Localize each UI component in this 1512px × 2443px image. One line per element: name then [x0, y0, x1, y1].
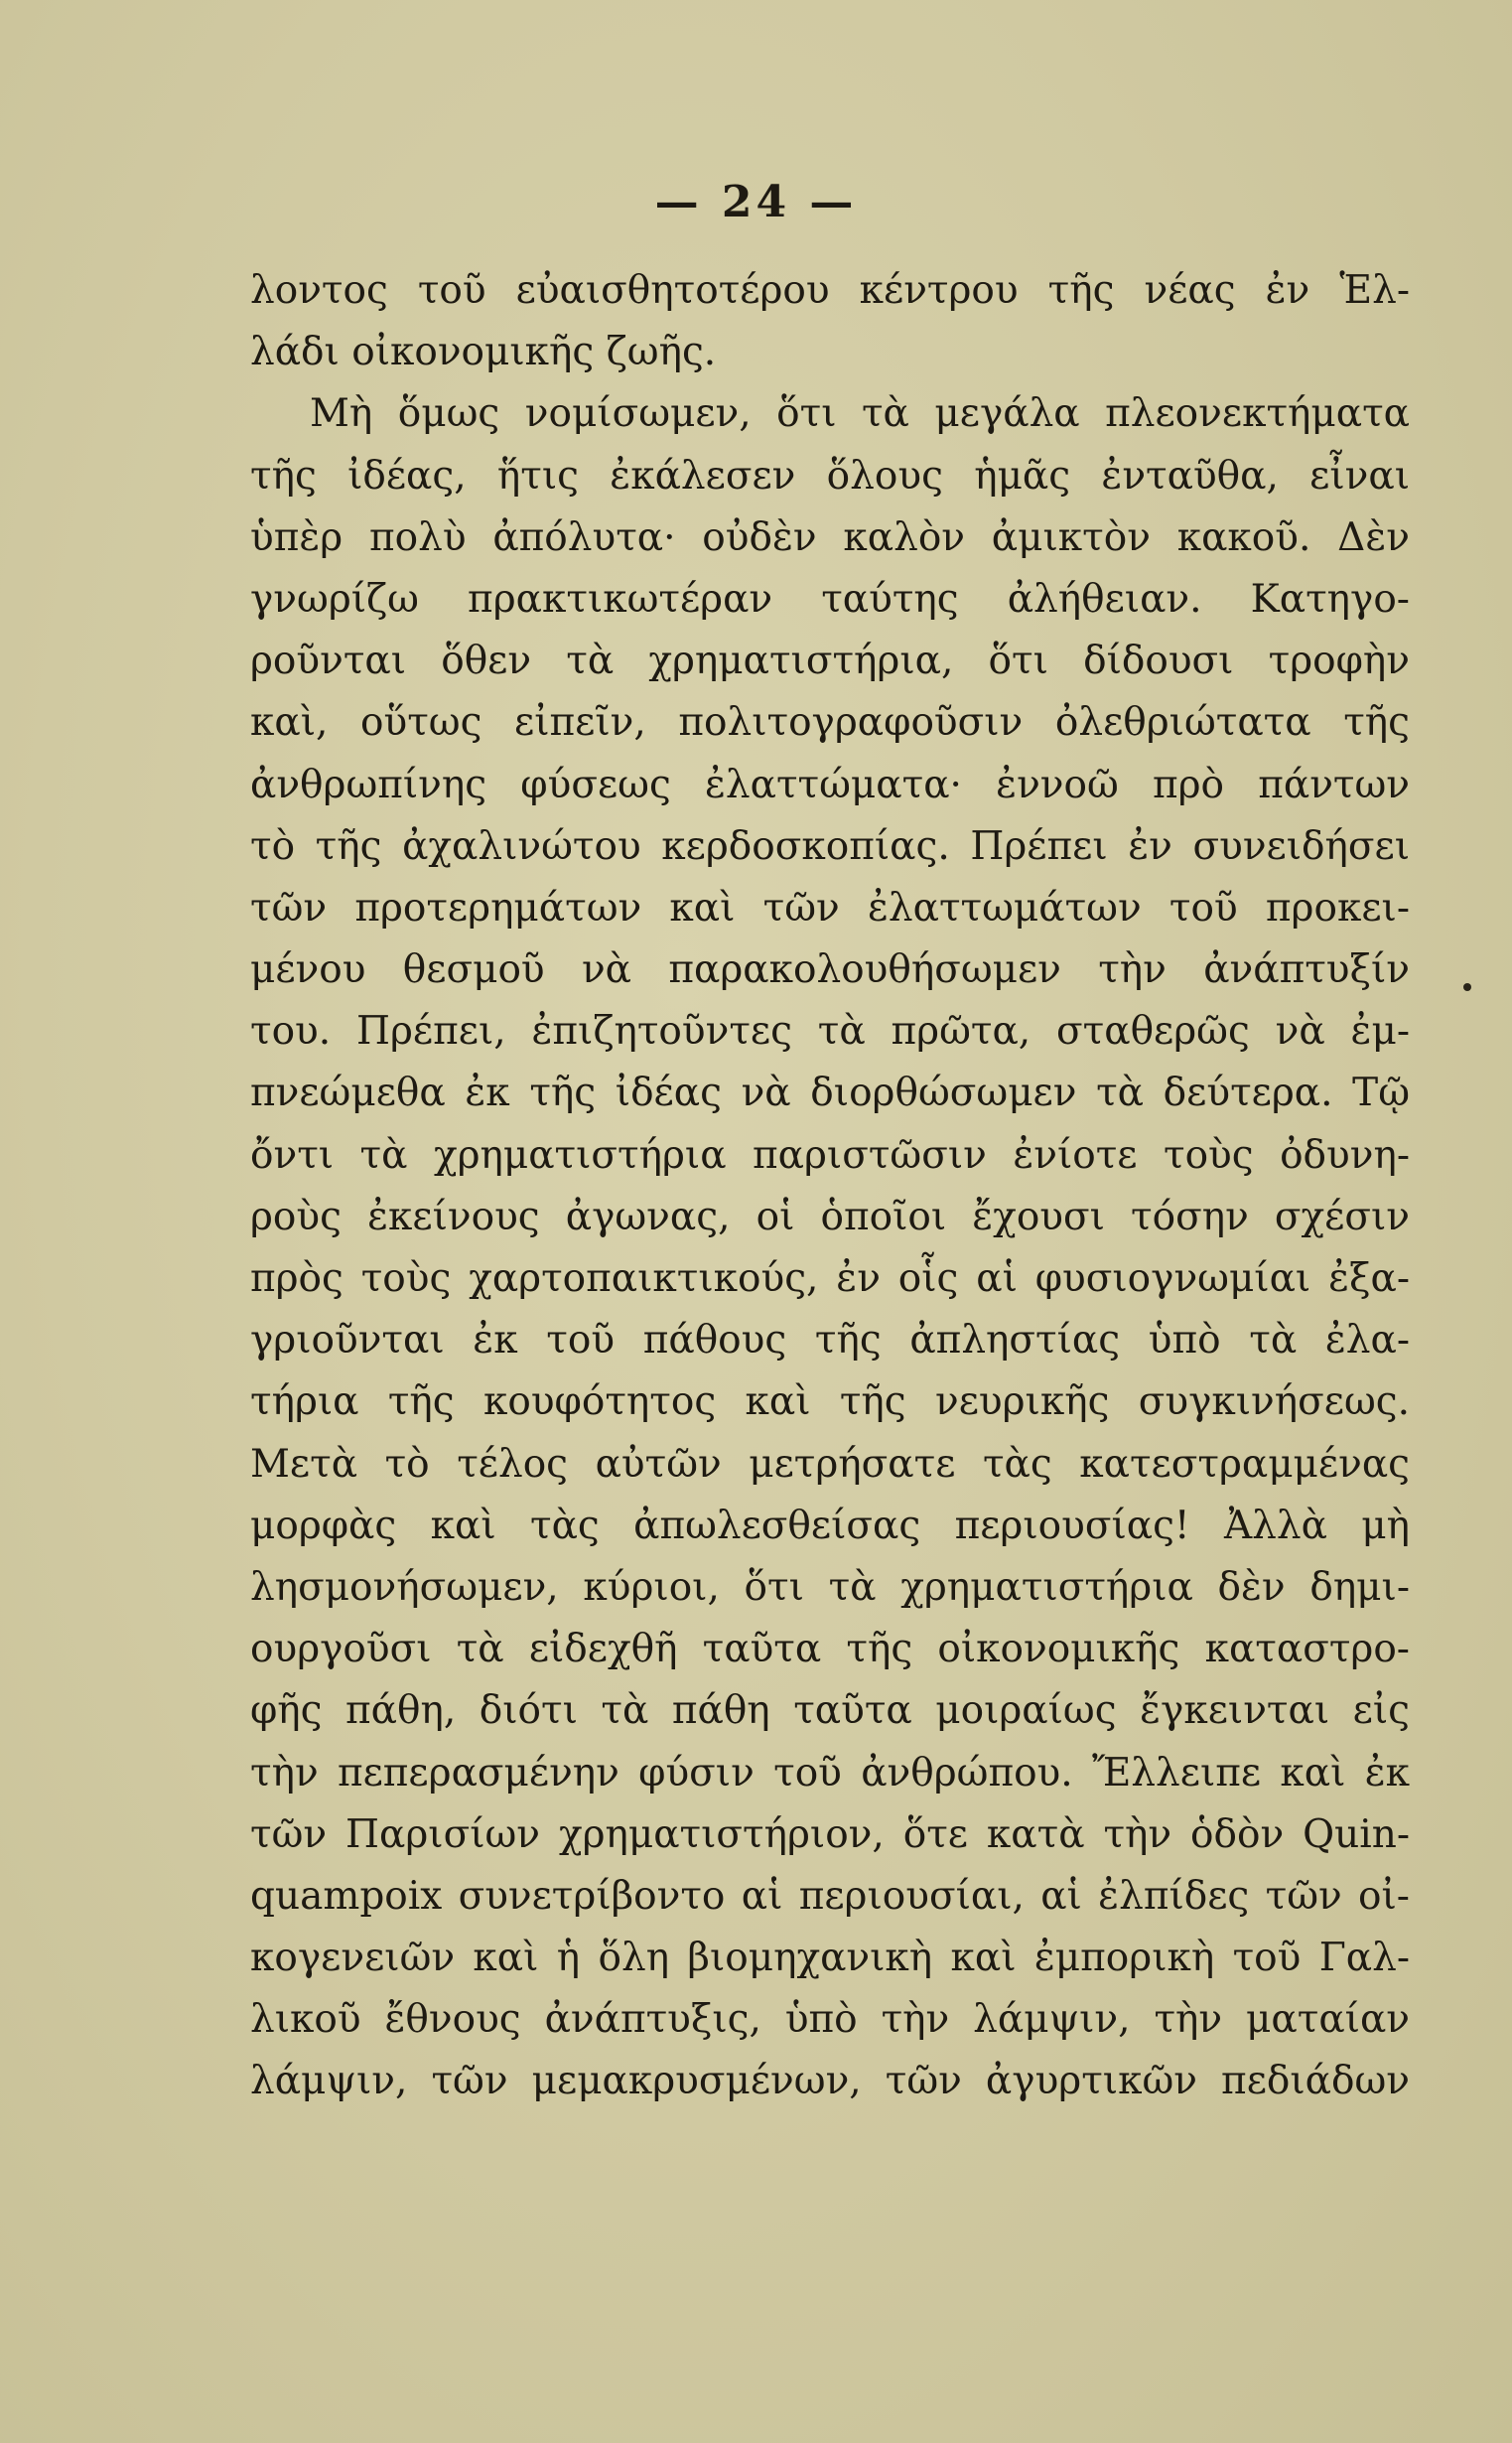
text-line: quampoix συνετρίβοντο αἱ περιουσίαι, αἱ ἐλπίδες τῶν οἰ- — [250, 1873, 1410, 1919]
text-line: τὸ τῆς ἀχαλινώτου κερδοσκοπίας. Πρέπει ἐν συνειδήσει — [250, 823, 1410, 869]
text-line: ὄντι τὰ χρηματιστήρια παριστῶσιν ἐνίοτε τοὺς ὀδυνη- — [250, 1132, 1410, 1178]
text-line: φῆς πάθη, διότι τὰ πάθη ταῦτα μοιραίως ἔγκεινται εἰς — [250, 1688, 1410, 1734]
text-line: λάδι οἰκονομικῆς ζωῆς. — [250, 330, 717, 375]
text-line: λικοῦ ἔθνους ἀνάπτυξις, ὑπὸ τὴν λάμψιν, τὴν ματαίαν — [250, 1997, 1410, 2043]
text-line: Μὴ ὅμως νομίσωμεν, ὅτι τὰ μεγάλα πλεονεκτήματα — [310, 391, 1410, 437]
text-line: ὑπὲρ πολὺ ἀπόλυτα· οὐδὲν καλὸν ἀμικτὸν κακοῦ. Δὲν — [250, 514, 1410, 560]
text-line: τῶν προτερημάτων καὶ τῶν ἐλαττωμάτων τοῦ προκει- — [250, 885, 1410, 931]
text-line: Μετὰ τὸ τέλος αὐτῶν μετρήσατε τὰς κατεστραμμένας — [250, 1441, 1410, 1487]
text-line: πρὸς τοὺς χαρτοπαικτικούς, ἐν οἷς αἱ φυσιογνωμίαι ἐξα- — [250, 1256, 1410, 1301]
body-text — [250, 260, 1410, 2113]
page-number: — 24 — — [654, 177, 858, 227]
text-line: τῶν Παρισίων χρηματιστήριον, ὅτε κατὰ τὴν ὁδὸν Quin- — [250, 1811, 1410, 1857]
text-line: μορφὰς καὶ τὰς ἀπωλεσθείσας περιουσίας! Ἀλλὰ μὴ — [250, 1503, 1410, 1548]
text-line: γνωρίζω πρακτικωτέραν ταύτης ἀλήθειαν. Κατηγο- — [250, 576, 1410, 622]
text-line: λοντος τοῦ εὐαισθητοτέρου κέντρου τῆς νέας ἐν Ἑλ- — [250, 268, 1410, 313]
text-line: καὶ, οὕτως εἰπεῖν, πολιτογραφοῦσιν ὀλεθριώτατα τῆς — [250, 700, 1410, 746]
text-line: τήρια τῆς κουφότητος καὶ τῆς νευρικῆς συγκινήσεως. — [250, 1379, 1410, 1425]
text-line: του. Πρέπει, ἐπιζητοῦντες τὰ πρῶτα, σταθερῶς νὰ ἐμ- — [250, 1009, 1410, 1055]
text-line: λησμονήσωμεν, κύριοι, ὅτι τὰ χρηματιστήρια δὲν δημι- — [250, 1564, 1410, 1610]
text-line: κογενειῶν καὶ ἡ ὅλη βιομηχανικὴ καὶ ἐμπορικὴ τοῦ Γαλ- — [250, 1936, 1410, 1981]
ink-speck — [1463, 983, 1471, 991]
text-line: γριοῦνται ἐκ τοῦ πάθους τῆς ἀπληστίας ὑπὸ τὰ ἐλα- — [250, 1318, 1410, 1364]
text-line: λάμψιν, τῶν μεμακρυσμένων, τῶν ἀγυρτικῶν πεδιάδων — [250, 2059, 1410, 2104]
text-line: τὴν πεπερασμένην φύσιν τοῦ ἀνθρώπου. Ἔλλειπε καὶ ἐκ — [250, 1750, 1410, 1796]
text-line: ἀνθρωπίνης φύσεως ἐλαττώματα· ἐννοῶ πρὸ πάντων — [250, 762, 1410, 807]
text-line: ουργοῦσι τὰ εἰδεχθῆ ταῦτα τῆς οἰκονομικῆς καταστρο- — [250, 1627, 1410, 1672]
text-line: πνεώμεθα ἐκ τῆς ἰδέας νὰ διορθώσωμεν τὰ δεύτερα. Τῷ — [250, 1071, 1410, 1116]
text-line: μένου θεσμοῦ νὰ παρακολουθήσωμεν τὴν ἀνάπτυξίν — [250, 947, 1410, 993]
text-line: ροῦνται ὅθεν τὰ χρηματιστήρια, ὅτι δίδουσι τροφὴν — [250, 639, 1410, 684]
text-line: τῆς ἰδέας, ἥτις ἐκάλεσεν ὅλους ἡμᾶς ἐνταῦθα, εἶναι — [250, 453, 1410, 499]
text-line: ροὺς ἐκείνους ἀγωνας, οἱ ὁποῖοι ἔχουσι τόσην σχέσιν — [250, 1194, 1410, 1239]
